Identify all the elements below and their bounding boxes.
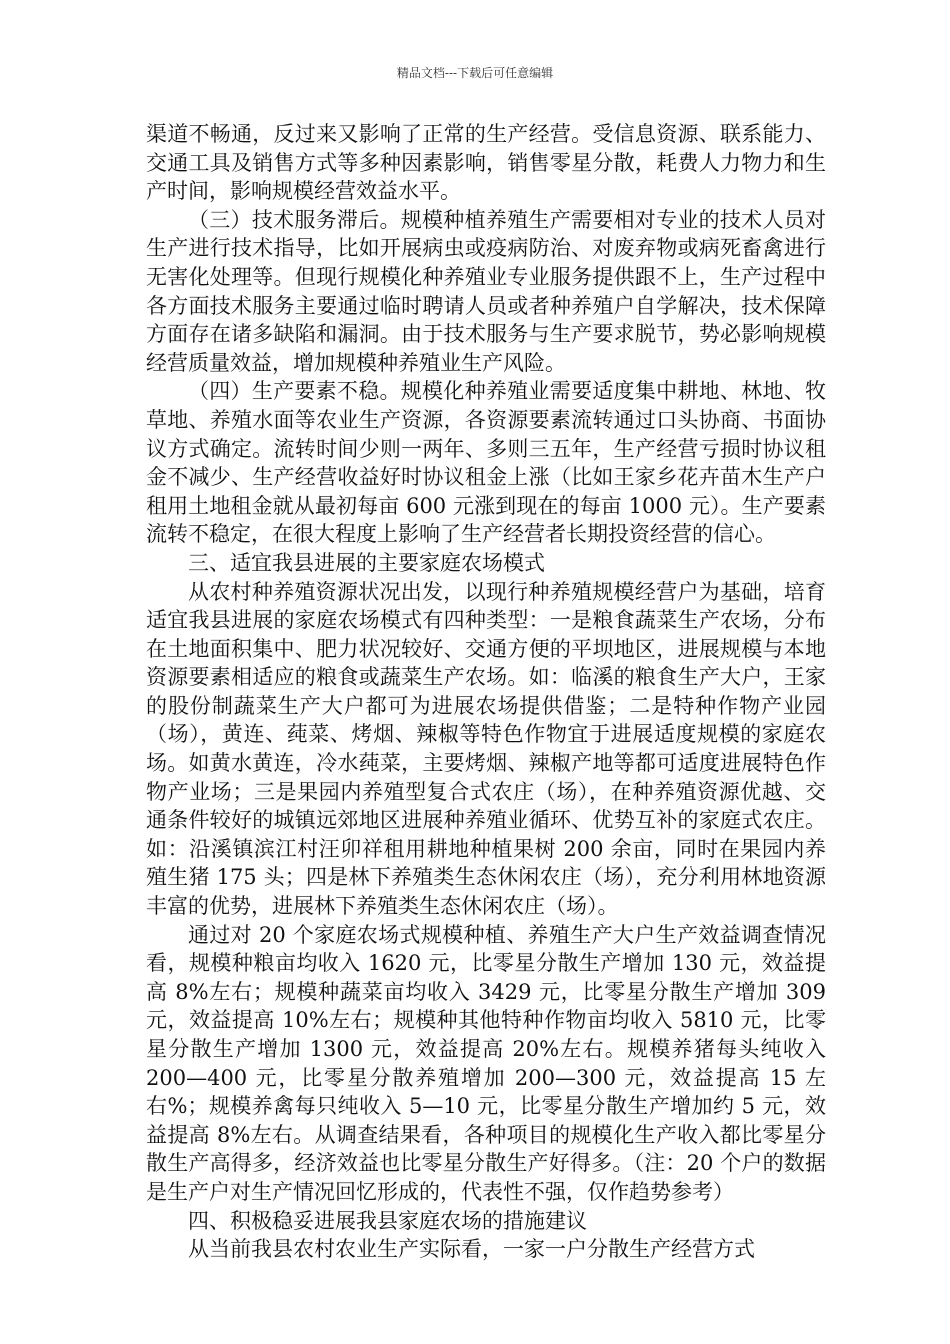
paragraph-continuation: 渠道不畅通，反过来又影响了正常的生产经营。受信息资源、联系能力、交通工具及销售方式等多种因素影响，销售零星分散，耗费人力物力和生产时间，影响规模经营效益水平。	[146, 122, 826, 204]
page-header: 精品文档---下载后可任意编辑	[396, 66, 554, 80]
document-body	[146, 120, 826, 1264]
paragraph-technical-service: （三）技术服务滞后。规模种植养殖生产需要相对专业的技术人员对生产进行技术指导，比如开展病虫或疫病防治、对废弃物或病死畜禽进行无害化处理等。但现行规模化种养殖业专业服务提供跟不上，生产过程中各方面技术服务主要通过临时聘请人员或者种养殖户自学解决，技术保障方面存在诸多缺陷和漏洞。由于技术服务与生产要求脱节，势必影响规模经营质量效益，增加规模种养殖业生产风险。	[146, 207, 826, 375]
paragraph-farm-models: 从农村种养殖资源状况出发，以现行种养殖规模经营户为基础，培育适宜我县进展的家庭农场模式有四种类型：一是粮食蔬菜生产农场，分布在土地面积集中、肥力状况较好、交通方便的平坝地区，进展规模与本地资源要素相适应的粮食或蔬菜生产农场。如：临溪的粮食生产大户，王家的股份制蔬菜生产大户都可为进展农场提供借鉴；二是特种作物产业园（场），黄连、莼菜、烤烟、辣椒等特色作物宜于进展适度规模的家庭农场。如黄水黄连，冷水莼菜，主要烤烟、辣椒产地等都可适度进展特色作物产业场；三是果园内养殖型复合式农庄（场），在种养殖资源优越、交通条件较好的城镇远郊地区进展种养殖业循环、优势互补的家庭式农庄。如：沿溪镇滨江村汪卯祥租用耕地种植果树 200 余亩，同时在果园内养殖生猪 175 头；四是林下养殖类生态休闲农庄（场），充分利用林地资源丰富的优势，进展林下养殖类生态休闲农庄（场）。	[146, 579, 826, 919]
section-heading-4: 四、积极稳妥进展我县家庭农场的措施建议	[188, 1208, 587, 1233]
paragraph-production-factors: （四）生产要素不稳。规模化种养殖业需要适度集中耕地、林地、牧草地、养殖水面等农业生产资源，各资源要素流转通过口头协商、书面协议方式确定。流转时间少则一两年、多则三五年，生产经营亏损时协议租金不减少、生产经营收益好时协议租金上涨（比如王家乡花卉苗木生产户租用土地租金就从最初每亩 600 元涨到现在的每亩 1000 元）。生产要素流转不稳定，在很大程度上影响了生产经营者长期投资经营的信心。	[146, 379, 826, 547]
paragraph-survey-results: 通过对 20 个家庭农场式规模种植、养殖生产大户生产效益调查情况看，规模种粮亩均收入 1620 元，比零星分散生产增加 130 元，效益提高 8%左右；规模种蔬菜亩均收入 3429 元，比零星分散生产增加 309 元，效益提高 10%左右；规模种其他特种作物亩均收入 5810 元，比零星分散生产增加 1300 元，效益提高 20%左右。规模养猪每头纯收入 200—400 元，比零星分散养殖增加 200—300 元，效益提高 15 左右%；规模养禽每只纯收入 5—10 元，比零星分散生产增加约 5 元，效益提高 8%左右。从调查结果看，各种项目的规模化生产收入都比零星分散生产高得多，经济效益也比零星分散生产好得多。（注：20 个户的数据是生产户对生产情况回忆形成的，代表性不强，仅作趋势参考）	[146, 922, 826, 1204]
section-heading-3: 三、适宜我县进展的主要家庭农场模式	[188, 550, 545, 575]
paragraph-current-situation: 从当前我县农村农业生产实际看，一家一户分散生产经营方式	[188, 1237, 755, 1262]
